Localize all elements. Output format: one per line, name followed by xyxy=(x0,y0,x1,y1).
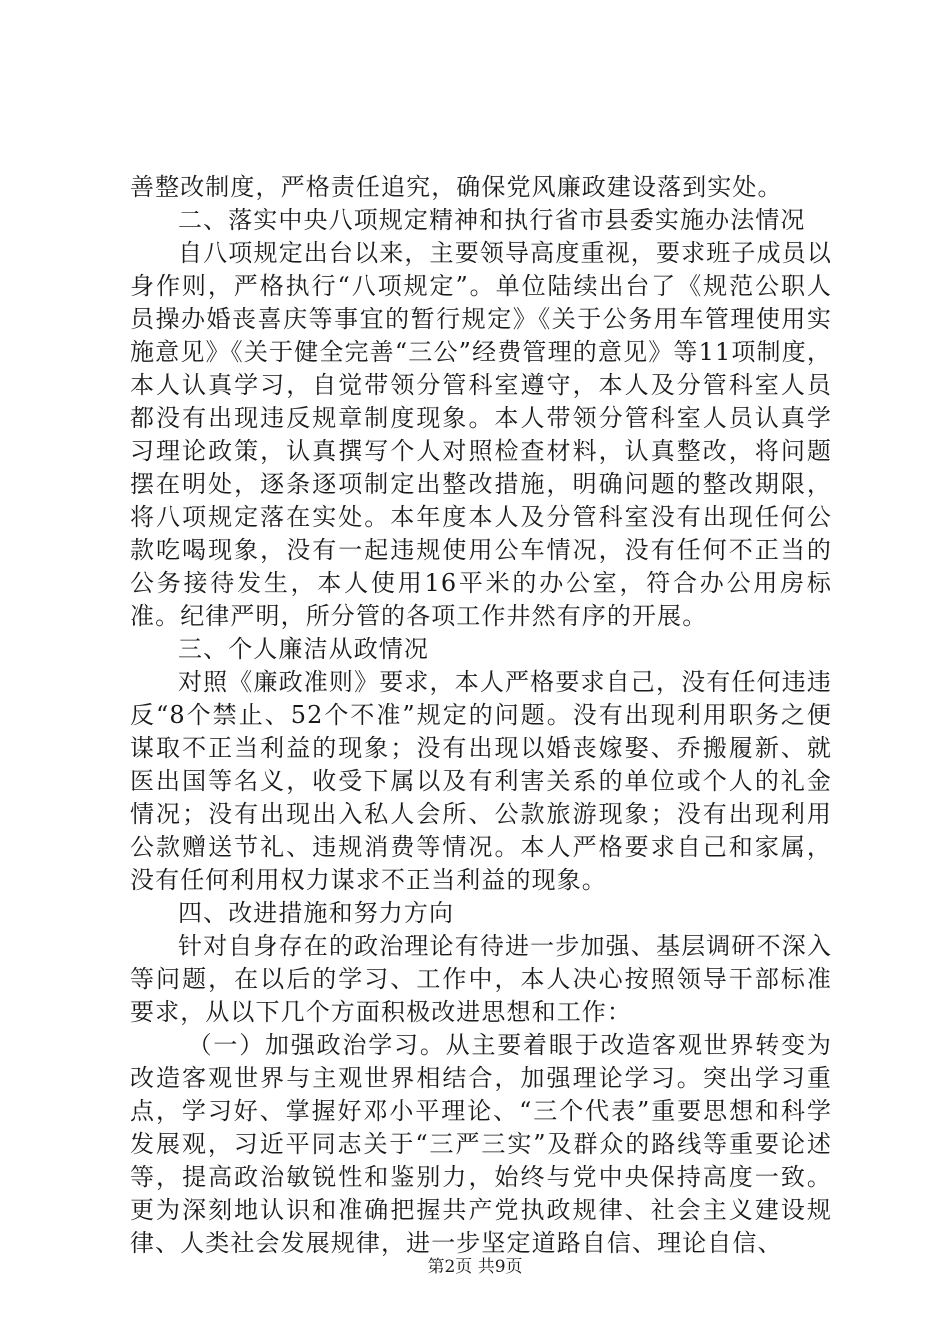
paragraph-improvement-intro: 针对自身存在的政治理论有待进一步加强、基层调研不深入等问题，在以后的学习、工作中，本人决心按照领导干部标准要求，从以下几个方面积极改进思想和工作： xyxy=(130,932,832,1026)
paragraph-integrity: 对照《廉政准则》要求，本人严格要求自己，没有任何违违反“8个禁止、52个不准”规定的问题。没有出现利用职务之便谋取不正当利益的现象；没有出现以婚丧嫁娶、乔搬履新、就医出国等名义，收受下属以及有利害关系的单位或个人的礼金情况；没有出现出入私人会所、公款旅游现象；没有出现利用公款赠送节礼、违规消费等情况。本人严格要求自己和家属，没有任何利用权力谋求不正当利益的现象。 xyxy=(130,668,832,894)
section-heading-4: 四、改进措施和努力方向 xyxy=(178,899,455,927)
paragraph-eight-rules: 自八项规定出台以来，主要领导高度重视，要求班子成员以身作则，严格执行“八项规定”。单位陆续出台了《规范公职人员操办婚丧喜庆等事宜的暂行规定》《关于公务用车管理使用实施意见》《关于健全完善“三公”经费管理的意见》等11项制度，本人认真学习，自觉带领分管科室遵守，本人及分管科室人员都没有出现违反规章制度现象。本人带领分管科室人员认真学习理论政策，认真撰写个人对照检查材料，认真整改，将问题摆在明处，逐条逐项制定出整改措施，明确问题的整改期限，将八项规定落在实处。本年度本人及分管科室没有出现任何公款吃喝现象，没有一起违规使用公车情况，没有任何不正当的公务接待发生，本人使用16平米的办公室，符合办公用房标准。纪律严明，所分管的各项工作井然有序的开展。 xyxy=(130,239,832,630)
document-body xyxy=(130,171,832,1260)
section-heading-3: 三、个人廉洁从政情况 xyxy=(178,635,429,663)
page-number-footer: 第2页 共9页 xyxy=(427,1257,523,1277)
paragraph-political-study: （一）加强政治学习。从主要着眼于改造客观世界转变为改造客观世界与主观世界相结合，加强理论学习。突出学习重点，学习好、掌握好邓小平理论、“三个代表”重要思想和科学发展观，习近平同志关于“三严三实”及群众的路线等重要论述等，提高政治敏锐性和鉴别力，始终与党中央保持高度一致。更为深刻地认识和准确把握共产党执政规律、社会主义建设规律、人类社会发展规律，进一步坚定道路自信、理论自信、 xyxy=(130,1031,832,1257)
paragraph-continuation: 善整改制度，严格责任追究，确保党风廉政建设落到实处。 xyxy=(130,173,783,201)
section-heading-2: 二、落实中央八项规定精神和执行省市县委实施办法情况 xyxy=(178,206,806,234)
